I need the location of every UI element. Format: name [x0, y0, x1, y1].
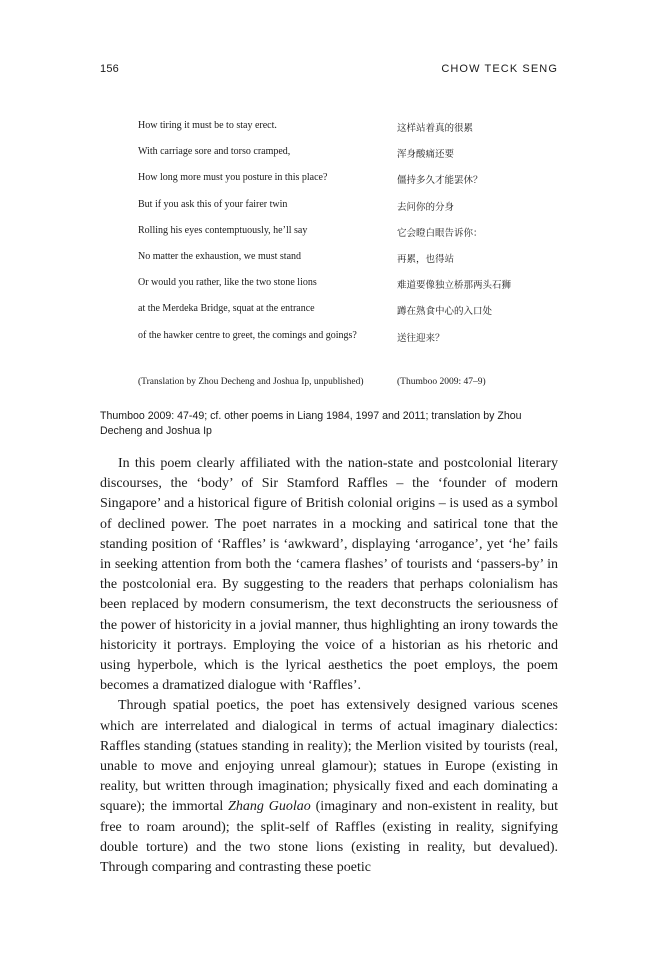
poem-line-english: Rolling his eyes contemptuously, he’ll say: [138, 224, 308, 236]
poem-line: [138, 330, 538, 356]
poem-line: [138, 251, 538, 277]
paragraph-text: Through spatial poetics, the poet has extensively designed various scenes which are interrelated and dialogical in terms of actual imaginary dialectics: Raffles standing (statues standing in reality); the Merlion visited by tourists (real, unable to move and enjoying unreal glamour); statues in Europe (existing in reality, but written through imagination; physically fixed and each dominating a square); the immortal: [100, 698, 558, 815]
poem-line-chinese: 去问你的分身: [397, 201, 455, 213]
paragraph-text: (imaginary and non-existent in reality, but free to roam around); the split-self of Raffles (existing in reality, signifying double torture) and the two stone lions (existing in reality, but devalued). Through comparing and contrasting these poetic: [100, 799, 558, 876]
poem-line: [138, 146, 538, 172]
translation-credit: (Translation by Zhou Decheng and Joshua Ip, unpublished): [138, 377, 364, 387]
poem-line-english: How long more must you posture in this place?: [138, 172, 328, 184]
running-head: CHOW TECK SENG: [441, 63, 558, 75]
figure-caption: Thumboo 2009: 47-49; cf. other poems in Liang 1984, 1997 and 2011; translation by Zhou Decheng and Joshua Ip: [100, 410, 522, 437]
poem-line-chinese: 再累，也得站: [397, 253, 455, 265]
body-text: [100, 454, 558, 878]
poem-line-chinese: 它会瞪白眼告诉你：: [397, 227, 483, 239]
source-credit: (Thumboo 2009: 47–9): [397, 377, 486, 387]
poem-line-english: No matter the exhaustion, we must stand: [138, 250, 302, 262]
poem-line-chinese: 这样站着真的很累: [397, 123, 474, 134]
poem-line: [138, 225, 538, 251]
paragraph: [100, 696, 558, 878]
poem-line-chinese: 难道要像独立桥那两头石狮: [397, 280, 512, 292]
page-header: [100, 63, 558, 79]
paragraph: In this poem clearly affiliated with the nation-state and postcolonial literary discourses, the ‘body’ of Sir Stamford Raffles – the ‘founder of modern Singapore’ and a historical figure of British colonial origins – is used as a symbol of declined power. The poet narrates in a mocking and satirical tone that the standing position of ‘Raffles’ is ‘awkward’, displaying ‘arrogance’, yet ‘he’ fails in seeking attention from both the ‘camera flashes’ of tourists and ‘passers-by’ in the postcolonial era. By suggesting to the readers that perhaps colonialism has been replaced by modern consumerism, the text deconstructs the seriousness of the power of historicity in a jovial manner, thus highlighting an irony towards the historicity it portrays. Employing the voice of a historian as his rhetoric and using hyperbole, which is the lyrical aesthetics the poet employs, the poem becomes a dramatized dialogue with ‘Raffles’.: [100, 456, 558, 694]
poem-line-english: at the Merdeka Bridge, squat at the entrance: [138, 303, 315, 315]
poem-line: [138, 172, 538, 198]
poem-line: [138, 199, 538, 225]
poem-line: [138, 277, 538, 303]
poem-line-english: With carriage sore and torso cramped,: [138, 146, 291, 158]
poem-line-english: How tiring it must be to stay erect.: [138, 120, 277, 131]
poem-line-chinese: 送往迎来？: [397, 332, 445, 344]
poem-line-english: But if you ask this of your fairer twin: [138, 198, 288, 210]
poem-line-chinese: 浑身酸痛还要: [397, 149, 455, 161]
poem-line: [138, 120, 538, 146]
poem-line-chinese: 僵持多久才能罢休？: [397, 175, 483, 187]
poem-line: [138, 303, 538, 329]
italic-term: Zhang Guolao: [228, 799, 311, 815]
poem-line-english: Or would you rather, like the two stone lions: [138, 277, 317, 289]
page-number: 156: [100, 63, 119, 75]
poem-line-chinese: 蹲在熟食中心的入口处: [397, 306, 493, 318]
poem-line-english: of the hawker centre to greet, the comings and goings?: [138, 329, 357, 341]
poem-block: [138, 120, 538, 356]
